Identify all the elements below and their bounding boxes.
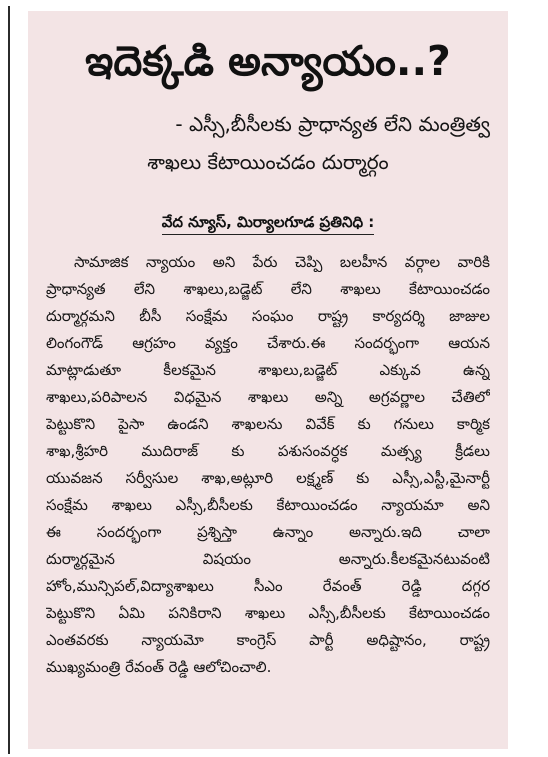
body-line: శాఖ,శ్రీహరి ముదిరాజ్ కు పశుసంవర్ధక మత్స్య క్రీడలు xyxy=(46,442,490,460)
body-line: ముఖ్యమంత్రి రేవంత్ రెడ్డి ఆలోచించాలి. xyxy=(46,658,272,676)
dateline-text: వేద న్యూస్, మిర్యాలగూడ ప్రతినిధి : xyxy=(162,211,375,235)
body-line: ప్రాధాన్యత లేని శాఖలు,బడ్జెట్ లేని శాఖలు కేటాయించడం xyxy=(46,280,490,298)
body-line: దుర్మార్గమని బీసీ సంక్షేమ సంఘం రాష్ట్ర కార్యదర్శి జాజుల xyxy=(46,307,490,325)
body-line: సంక్షేమ శాఖలు ఎస్సీ,బీసీలకు కేటాయించడం న్యాయమా అని xyxy=(46,496,490,514)
article-body xyxy=(46,249,490,681)
subheadline xyxy=(46,105,490,181)
body-line: పెట్టుకొని ఏమి పనికిరాని శాఖలు ఎస్సీ,బీసీలకు కేటాయించడం xyxy=(46,604,490,622)
body-line: యువజన సర్వీసుల శాఖ,అట్లూరి లక్ష్మణ్ కు ఎస్సీ,ఎస్టీ,మైనార్టీ xyxy=(46,469,490,487)
subheadline-line: - ఎస్సీ,బీసీలకు ప్రాధాన్యత లేని మంత్రిత్వ xyxy=(175,112,490,136)
body-line: మాట్లాడుతూ కీలకమైన శాఖలు,బడ్జెట్ ఎక్కువ ఉన్న xyxy=(46,361,490,379)
body-line: దుర్మార్గమైన విషయం అన్నారు.కీలకమైనటువంటి xyxy=(46,550,490,568)
body-line: శాఖలు,పరిపాలన విధమైన శాఖలు అన్ని అగ్రవర్ణాల చేతిలో xyxy=(46,388,490,406)
body-line: లింగంగౌడ్ ఆగ్రహం వ్యక్తం చేశారు.ఈ సందర్భంగా ఆయన xyxy=(46,334,490,352)
column-divider xyxy=(8,6,10,754)
news-clipping xyxy=(28,11,508,749)
body-line: సామాజిక న్యాయం అని పేరు చెప్పి బలహీన వర్గాల వారికి xyxy=(74,253,490,271)
subheadline-line: శాఖలు కేటాయించడం దుర్మార్గం xyxy=(147,150,389,174)
body-line: హోం,మున్సిపల్,విద్యాశాఖలు సీఎం రేవంత్ రెడ్డి దగ్గర xyxy=(46,577,490,595)
headline: ఇదెక్కడి అన్యాయం..? xyxy=(85,37,451,85)
body-line: ఎంతవరకు న్యాయమో కాంగ్రెస్ పార్టీ అధిష్టానం, రాష్ట్ర xyxy=(46,631,490,649)
body-line: ఈ సందర్భంగా ప్రశ్నిస్తా ఉన్నాం అన్నారు.ఇది చాలా xyxy=(46,523,490,541)
body-line: పెట్టుకొని పైసా ఉండని శాఖలను వివేక్ కు గనులు కార్మిక xyxy=(46,415,490,433)
dateline xyxy=(46,211,490,235)
